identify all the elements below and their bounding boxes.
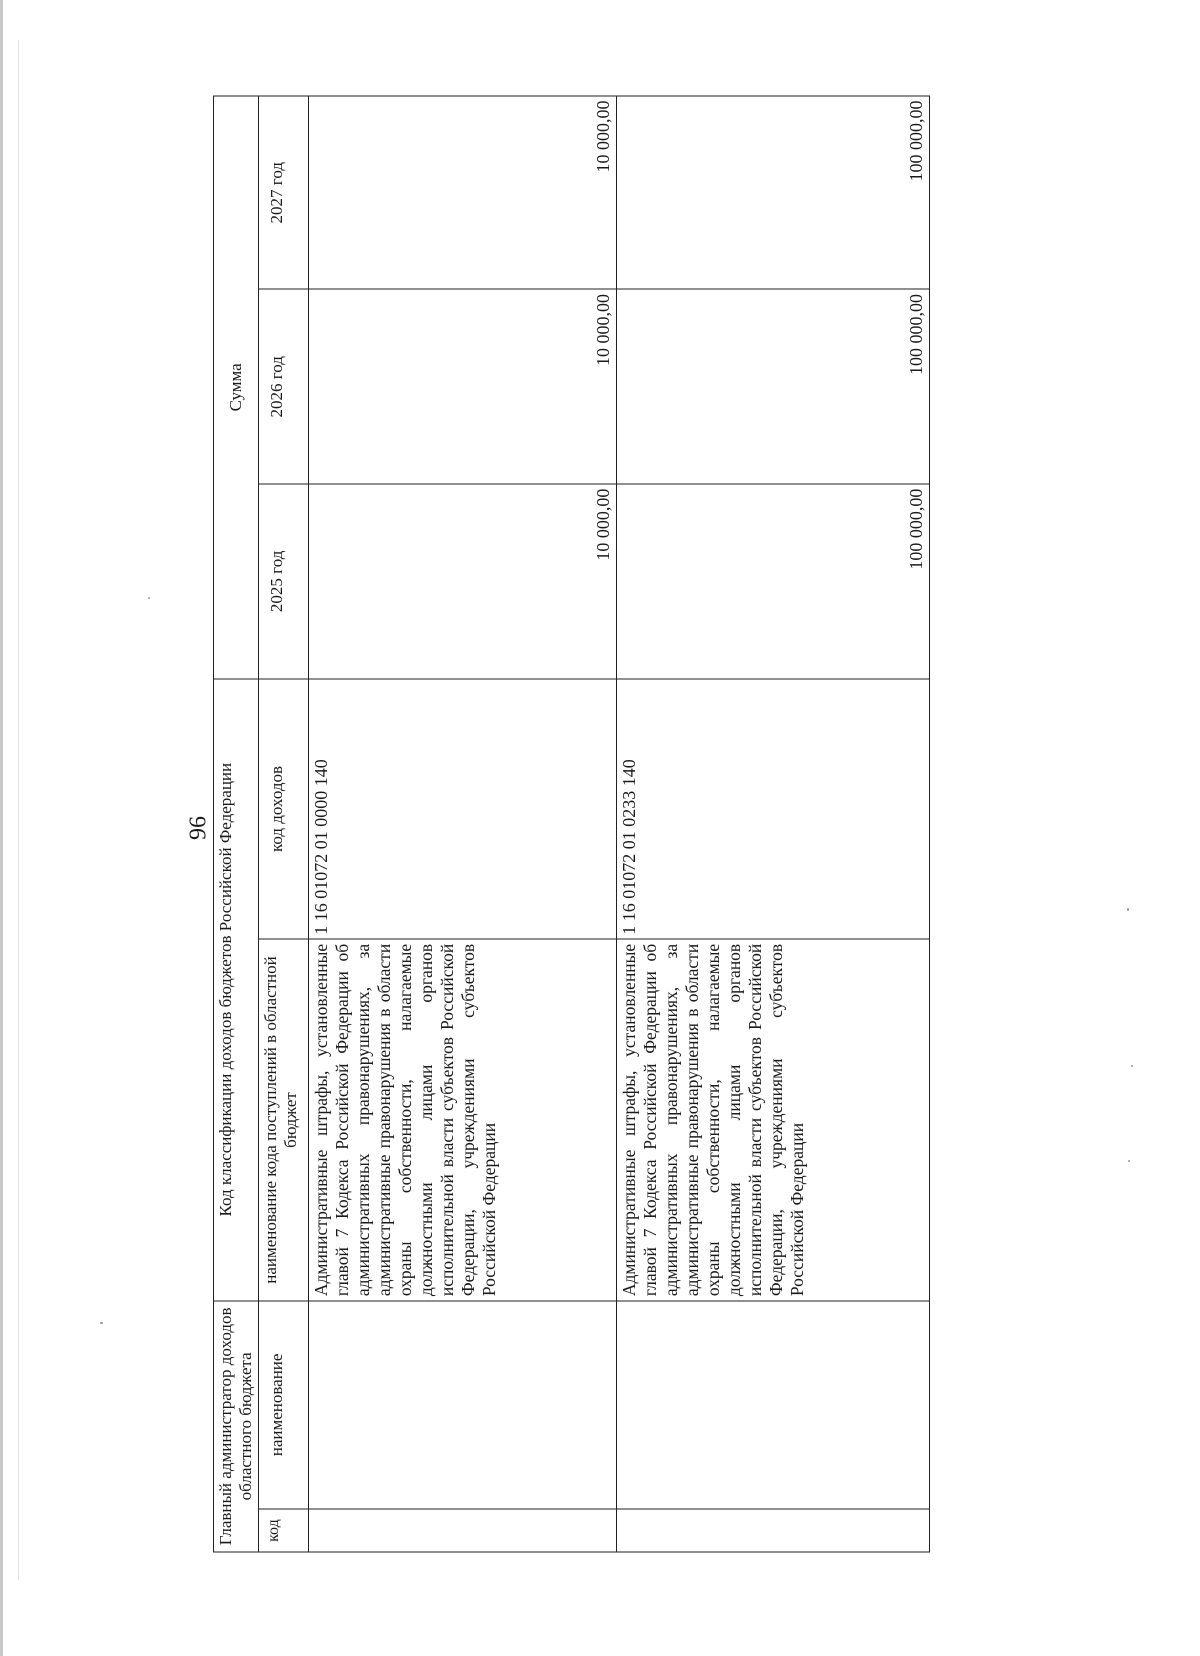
sum-2026-cell: 100 000,00 [617,289,930,484]
header-code: код [259,1509,309,1552]
header-income-code: код доходов [259,678,309,939]
scan-speck [1128,1160,1130,1162]
sum-2026-cell: 10 000,00 [309,289,617,484]
income-classification-table [213,95,930,1552]
sum-2025-cell: 100 000,00 [617,484,930,679]
header-classification: Код классификации доходов бюджетов Российской Федерации [214,678,259,1300]
header-sum: Сумма [214,96,259,679]
table-sheet [213,95,929,1552]
scan-speck [100,1322,103,1324]
sum-2025-cell: 10 000,00 [309,484,617,679]
table-row [309,96,617,1552]
sum-2027-cell: 100 000,00 [617,96,930,289]
income-code-cell: 1 16 01072 01 0000 140 [309,678,617,939]
admin-code-cell [309,1509,617,1552]
header-income-name: наименование кода поступлений в областной бюджет [259,939,309,1300]
header-year-2025: 2025 год [259,484,309,679]
admin-name-cell [309,1300,617,1508]
income-code-cell: 1 16 01072 01 0233 140 [617,678,930,939]
header-year-2027: 2027 год [259,96,309,289]
income-name-cell: Административные штрафы, установленные главой 7 Кодекса Российской Федерации об административных правонарушениях, за административные правонарушения в области охраны собственности, налагаемые должностными лицами органов исполнительной власти субъектов Российской Федерации, учреждениями субъектов Российской Федерации [617,939,930,1300]
scan-left-edge [0,0,3,1656]
scan-artifact-line [18,40,19,1580]
scan-speck [148,597,150,599]
header-name: наименование [259,1300,309,1508]
scan-speck [1131,1065,1133,1067]
header-chief-admin: Главный администратор доходов областного бюджета [214,1300,259,1551]
sum-2027-cell: 10 000,00 [309,96,617,289]
admin-name-cell [617,1300,930,1508]
header-year-2026: 2026 год [259,289,309,484]
page-number: 96 [185,816,212,840]
table-row [617,96,930,1552]
income-name-cell: Административные штрафы, установленные главой 7 Кодекса Российской Федерации об административных правонарушениях, за административные правонарушения в области охраны собственности, налагаемые должностными лицами органов исполнительной власти субъектов Российской Федерации, учреждениями субъектов Российской Федерации [309,939,617,1300]
rotated-table-container [213,95,929,1552]
admin-code-cell [617,1509,930,1552]
scan-speck [1127,908,1129,911]
header-row-1 [214,96,259,1552]
header-row-2 [259,96,309,1552]
